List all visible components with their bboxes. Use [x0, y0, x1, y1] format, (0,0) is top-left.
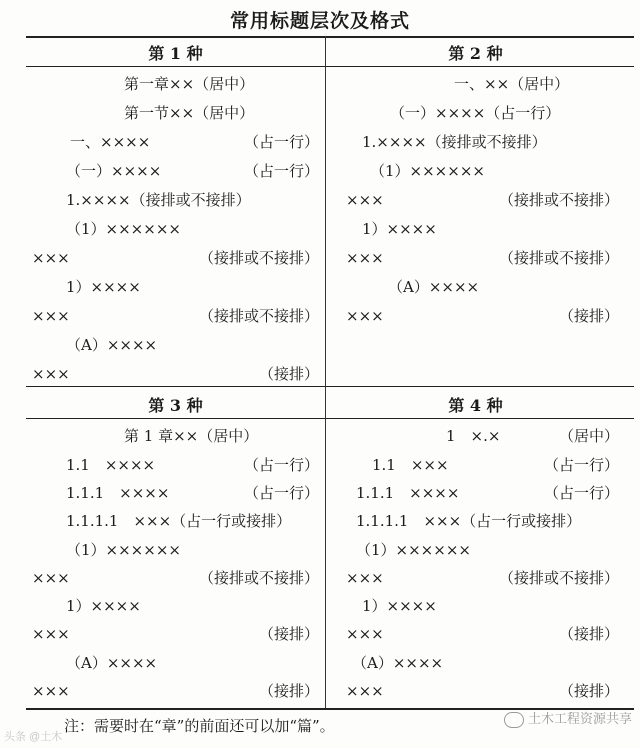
- heading-text: 1.××××（接排或不接排）: [362, 133, 547, 151]
- header-type-4: 第 4 种: [448, 396, 503, 415]
- heading-text: ×××: [346, 249, 384, 267]
- heading-line: [326, 620, 625, 648]
- heading-line: [326, 592, 625, 620]
- heading-text: 1.1.1 ××××: [66, 484, 170, 502]
- heading-note: （接排或不接排）: [498, 569, 619, 587]
- heading-line: [26, 536, 325, 564]
- heading-text: 第一节××（居中）: [124, 104, 255, 122]
- heading-line: [326, 215, 625, 243]
- heading-line: [326, 479, 625, 507]
- heading-text: （1）××××××: [356, 541, 471, 559]
- heading-line: [26, 331, 325, 359]
- heading-text: ×××: [32, 625, 70, 643]
- heading-note: （接排或不接排）: [498, 191, 619, 209]
- heading-line: [326, 302, 625, 330]
- heading-line: [26, 451, 325, 479]
- watermark-right-text: 土木工程资源共享: [527, 711, 632, 726]
- heading-text: （1）××××××: [66, 541, 181, 559]
- heading-note: （占一行）: [243, 133, 319, 151]
- watermark-right: [504, 708, 632, 728]
- heading-line: [26, 302, 325, 330]
- heading-text: ×××: [32, 365, 70, 383]
- header-rule-1: [26, 66, 634, 67]
- heading-line: [326, 677, 625, 705]
- heading-text: 1.1.1.1 ×××（占一行或接排）: [66, 512, 292, 530]
- heading-text: 第一章××（居中）: [124, 75, 255, 93]
- header-type-2: 第 2 种: [448, 44, 503, 63]
- heading-text: ×××: [32, 307, 70, 325]
- heading-line: [326, 649, 625, 677]
- heading-text: 1.1.1.1 ×××（占一行或接排）: [356, 512, 582, 530]
- heading-line: [326, 186, 625, 214]
- heading-note: （接排）: [258, 682, 319, 700]
- page-title: 常用标题层次及格式: [229, 10, 410, 32]
- heading-note: （接排或不接排）: [198, 569, 319, 587]
- heading-line: [326, 99, 625, 127]
- heading-text: （A）××××: [352, 654, 444, 672]
- top-rule: [26, 36, 634, 38]
- heading-note: （接排）: [558, 307, 619, 325]
- heading-text: 1）××××: [362, 597, 437, 615]
- header-type-3: 第 3 种: [148, 396, 203, 415]
- heading-note: （接排或不接排）: [198, 307, 319, 325]
- heading-text: （一）××××: [66, 162, 162, 180]
- heading-text: 1.1.1 ××××: [356, 484, 460, 502]
- heading-text: ×××: [32, 569, 70, 587]
- heading-text: 1）××××: [362, 220, 437, 238]
- heading-text: 第 1 章××（居中）: [124, 427, 259, 445]
- heading-note: （接排）: [558, 682, 619, 700]
- heading-note: （接排）: [558, 625, 619, 643]
- heading-line: [26, 649, 325, 677]
- heading-text: （A）××××: [66, 336, 158, 354]
- heading-text: （1）××××××: [66, 220, 181, 238]
- header-rule-2: [26, 418, 634, 419]
- heading-line: [326, 536, 625, 564]
- heading-line: [26, 620, 325, 648]
- heading-line: [26, 677, 325, 705]
- heading-text: 一、××××: [70, 133, 151, 151]
- heading-line: [326, 507, 625, 535]
- heading-line: [26, 186, 325, 214]
- heading-text: （1）××××××: [370, 162, 485, 180]
- heading-line: [26, 70, 325, 98]
- heading-line: [26, 592, 325, 620]
- heading-note: （接排或不接排）: [498, 249, 619, 267]
- heading-text: ×××: [346, 191, 384, 209]
- heading-note: （占一行）: [243, 484, 319, 502]
- heading-line: [26, 273, 325, 301]
- heading-text: 1.××××（接排或不接排）: [66, 191, 251, 209]
- footnote: 注：需要时在“章”的前面还可以加“篇”。: [64, 717, 335, 735]
- heading-line: [26, 507, 325, 535]
- heading-text: （一）××××（占一行）: [390, 104, 561, 122]
- heading-text: ×××: [346, 307, 384, 325]
- heading-text: 1.1 ×××: [372, 456, 449, 474]
- heading-line: [26, 99, 325, 127]
- heading-text: ×××: [346, 569, 384, 587]
- heading-note: （占一行）: [543, 456, 619, 474]
- heading-line: [326, 564, 625, 592]
- heading-line: [326, 70, 625, 98]
- heading-note: （占一行）: [543, 484, 619, 502]
- header-type-1: 第 1 种: [148, 44, 203, 63]
- heading-text: ×××: [346, 682, 384, 700]
- heading-line: [26, 244, 325, 272]
- heading-text: 1）××××: [66, 278, 141, 296]
- heading-note: （居中）: [558, 427, 619, 445]
- heading-line: [326, 157, 625, 185]
- heading-text: ×××: [32, 249, 70, 267]
- heading-line: [326, 422, 625, 450]
- heading-text: 1 ×.×: [446, 427, 501, 445]
- heading-text: ×××: [346, 625, 384, 643]
- heading-text: ×××: [32, 682, 70, 700]
- heading-note: （接排或不接排）: [198, 249, 319, 267]
- watermark-left: 头条 @土木: [4, 731, 63, 743]
- heading-text: （A）××××: [388, 278, 480, 296]
- heading-line: [26, 564, 325, 592]
- heading-line: [326, 273, 625, 301]
- heading-line: [26, 479, 325, 507]
- heading-text: 1）××××: [66, 597, 141, 615]
- heading-line: [326, 244, 625, 272]
- heading-line: [26, 360, 325, 388]
- heading-note: （接排）: [258, 365, 319, 383]
- heading-line: [326, 128, 625, 156]
- wechat-icon: [504, 712, 524, 728]
- heading-line: [26, 215, 325, 243]
- heading-line: [26, 157, 325, 185]
- heading-note: （接排）: [258, 625, 319, 643]
- heading-line: [26, 422, 325, 450]
- heading-text: 一、××（居中）: [454, 75, 570, 93]
- heading-text: （A）××××: [66, 654, 158, 672]
- heading-note: （占一行）: [243, 456, 319, 474]
- heading-note: （占一行）: [243, 162, 319, 180]
- heading-text: 1.1 ××××: [66, 456, 156, 474]
- heading-line: [26, 128, 325, 156]
- heading-line: [326, 451, 625, 479]
